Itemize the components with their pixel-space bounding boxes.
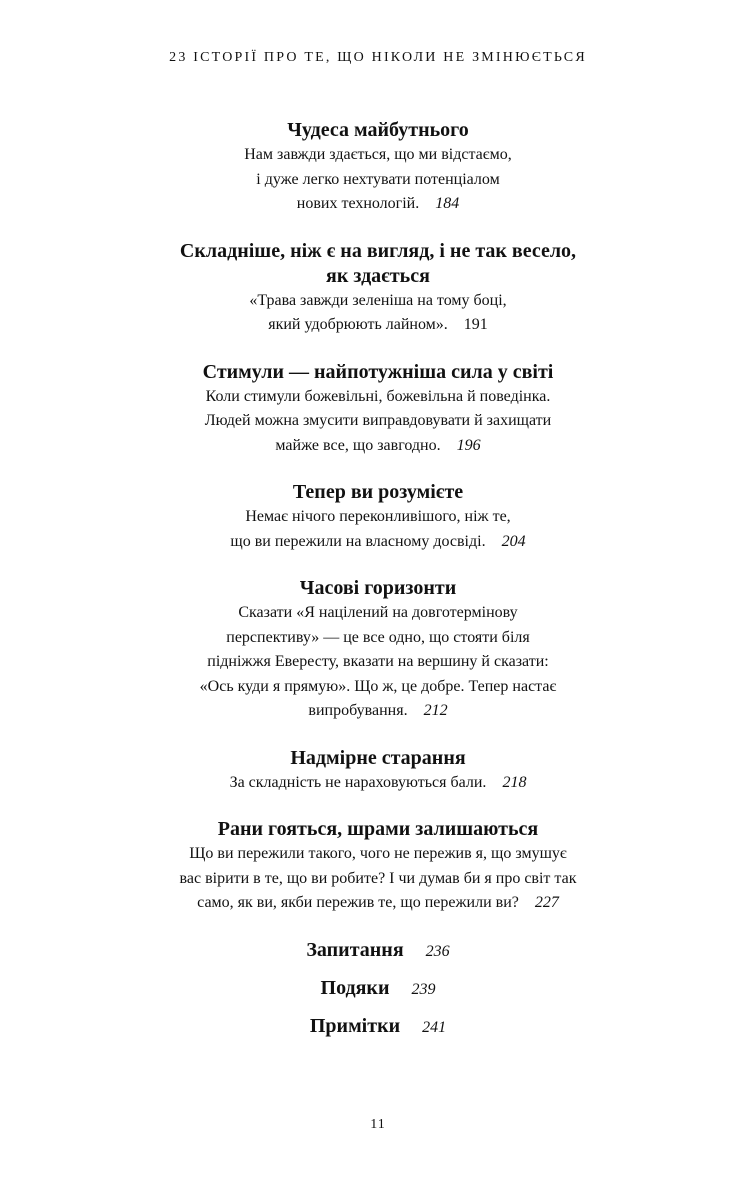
entry-description: Що ви пережили такого, чого не пережив я, що змушує вас вірити в те, що ви робите? І чи думав би я про світ так само, як ви, якби пережив те, що пережили ви? 227 — [179, 845, 577, 911]
entry-title: Складніше, ніж є на вигляд, і не так весело, як здається — [179, 239, 577, 287]
page-number: 218 — [502, 773, 527, 791]
back-matter-item — [0, 976, 756, 1002]
page-number: 227 — [534, 894, 559, 911]
page-number: 184 — [435, 195, 460, 212]
entry-title: Рани гояться, шрами залишаються — [217, 818, 539, 840]
back-matter-label: Примітки — [309, 1014, 401, 1037]
entry-title: Надмірне старання — [290, 746, 466, 769]
entry-title: Чудеса майбутнього — [287, 119, 469, 141]
entry-description: За складність не нараховуються бали. 218 — [229, 773, 527, 791]
toc-entry — [0, 118, 756, 217]
page-number: 236 — [425, 942, 450, 960]
page-number: 196 — [456, 436, 481, 454]
page-number: 241 — [422, 1018, 447, 1036]
back-matter-item — [0, 938, 756, 964]
entry-title: Часові горизонти — [299, 577, 457, 599]
running-head: 23 ІСТОРІЇ ПРО ТЕ, ЩО НІКОЛИ НЕ ЗМІНЮЄТЬСЯ — [169, 50, 587, 65]
toc-entry — [0, 480, 756, 554]
toc-entry — [0, 360, 756, 459]
entry-description: Нам завжди здається, що ми відстаємо, і дуже легко нехтувати потенціалом нових технологій. 184 — [244, 146, 512, 212]
entry-description: Сказати «Я націлений на довготермінову перспективу» — це все одно, що стояти біля підніжжя Евересту, вказати на вершину й сказати: «Ось куди я прямую». Що ж, це добре. Тепер настає випробування. 212 — [199, 604, 557, 719]
toc-entry — [0, 576, 756, 724]
toc-entry — [0, 746, 756, 796]
entry-description: «Трава завжди зеленіша на тому боці, який удобрюють лайном». 191 — [249, 291, 507, 333]
toc-entry — [0, 239, 756, 338]
table-of-contents — [0, 118, 756, 1052]
back-matter-label: Запитання — [306, 938, 404, 961]
page-number: 191 — [463, 316, 488, 333]
page-number: 212 — [423, 702, 448, 719]
entry-description: Коли стимули божевільні, божевільна й поведінка. Людей можна змусити виправдовувати й захищати майже все, що завгодно. 196 — [204, 387, 552, 454]
page-number: 204 — [501, 532, 526, 550]
toc-entry — [0, 817, 756, 916]
back-matter — [0, 938, 756, 1040]
back-matter-item — [0, 1014, 756, 1040]
entry-title: Тепер ви розумієте — [292, 481, 464, 503]
folio-page-number: 11 — [370, 1117, 386, 1132]
back-matter-label: Подяки — [320, 976, 390, 999]
entry-title: Стимули — найпотужніша сила у світі — [202, 360, 554, 383]
page-number: 239 — [411, 980, 436, 998]
entry-description: Немає нічого переконливішого, ніж те, що ви пережили на власному досвіді. 204 — [230, 508, 526, 550]
